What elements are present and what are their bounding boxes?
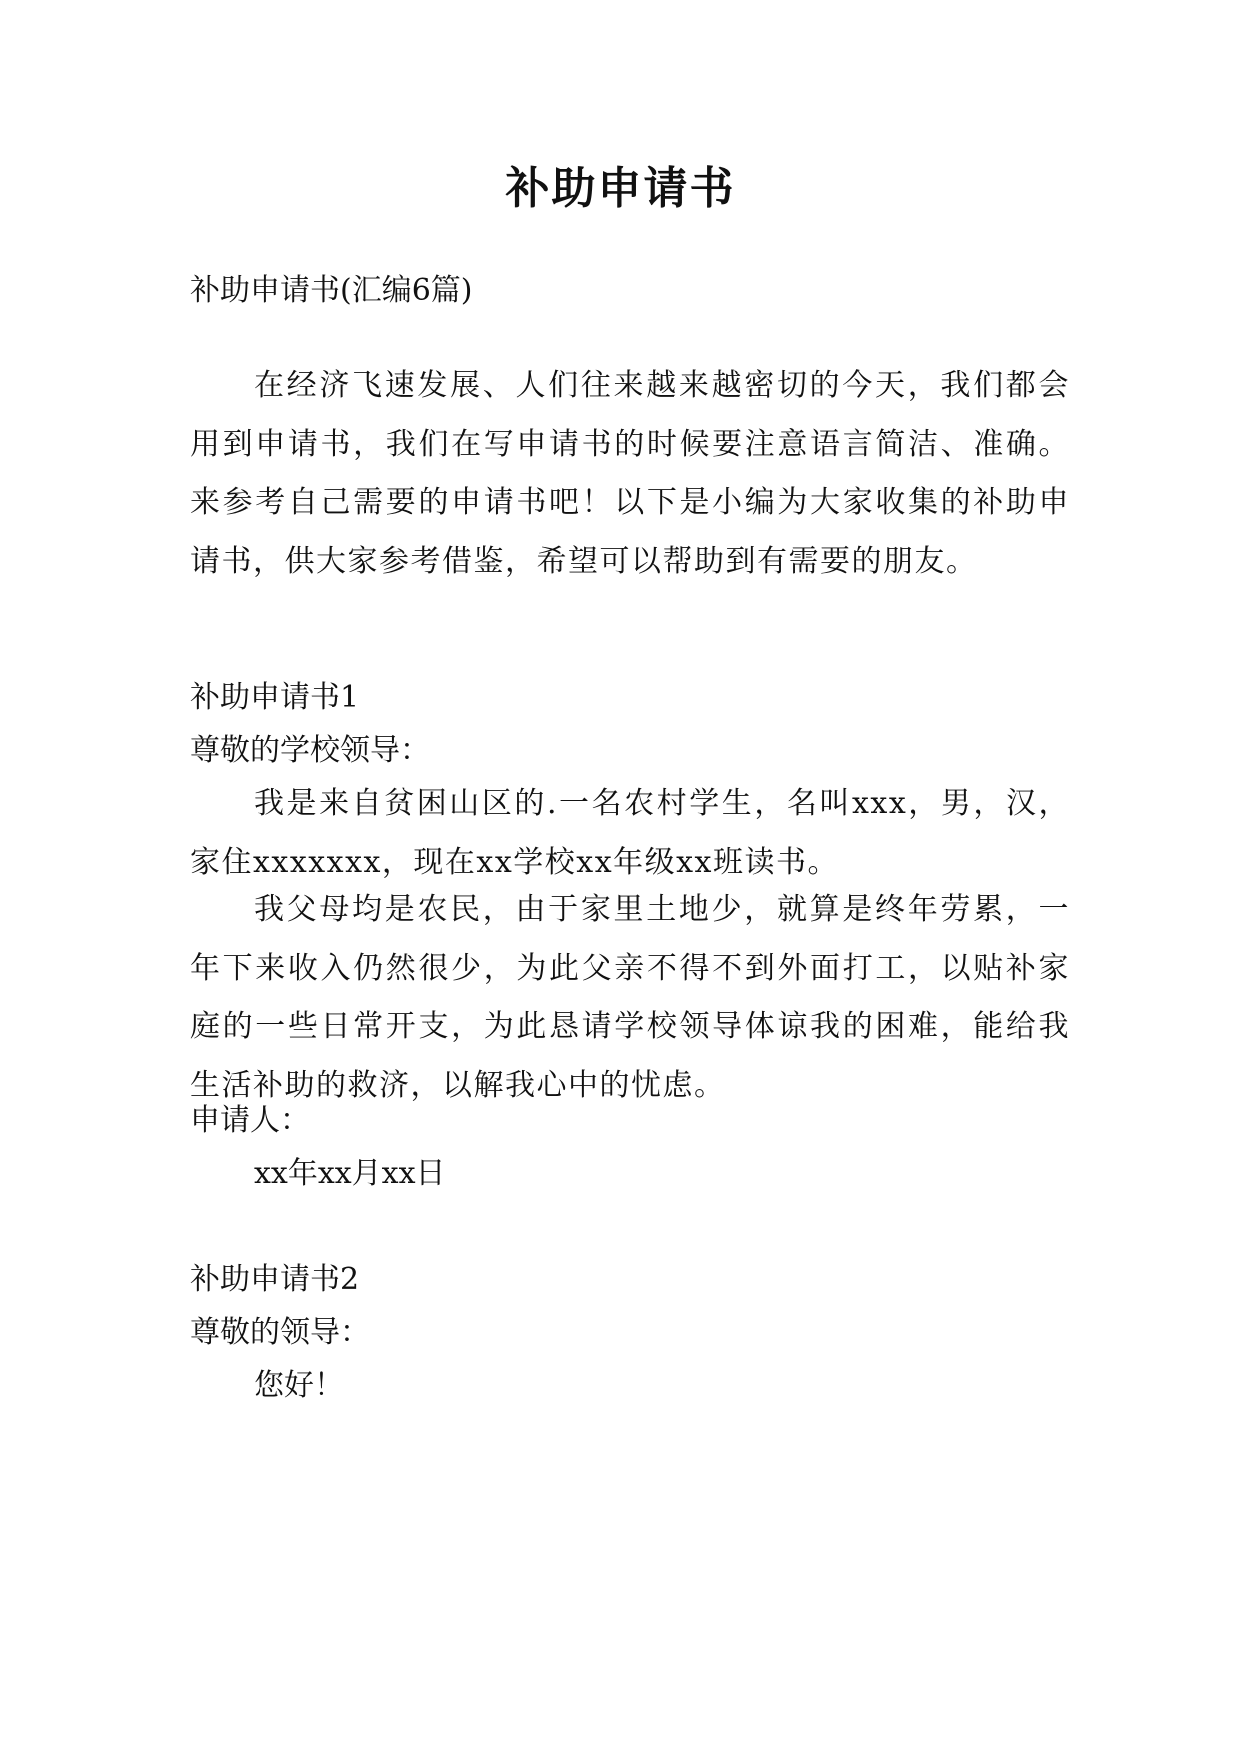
letter-1-date: xx年xx月xx日 [254, 1156, 446, 1191]
letter-2-heading: 补助申请书2 [190, 1262, 360, 1297]
document-title: 补助申请书 [505, 163, 736, 214]
letter-1-applicant: 申请人： [190, 1103, 310, 1138]
letter-2-greeting: 您好！ [254, 1368, 344, 1403]
letter-1-heading: 补助申请书1 [190, 680, 360, 715]
intro-paragraph: 在经济飞速发展、人们往来越来越密切的今天，我们都会用到申请书，我们在写申请书的时候要注意语言简洁、准确。来参考自己需要的申请书吧！以下是小编为大家收集的补助申请书，供大家参考借鉴，希望可以帮助到有需要的朋友。 [190, 368, 1070, 579]
document-subtitle: 补助申请书(汇编6篇) [190, 273, 473, 308]
letter-1-paragraph-2: 我父母均是农民，由于家里土地少，就算是终年劳累，一年下来收入仍然很少，为此父亲不得不到外面打工，以贴补家庭的一些日常开支，为此恳请学校领导体谅我的困难，能给我生活补助的救济，以解我心中的忧虑。 [190, 892, 1070, 1103]
letter-1-paragraph-1: 我是来自贫困山区的.一名农村学生，名叫xxx，男，汉，家住xxxxxxx，现在xx学校xx年级xx班读书。 [190, 786, 1070, 880]
letter-1-salutation: 尊敬的学校领导： [190, 733, 430, 768]
letter-2-salutation: 尊敬的领导： [190, 1315, 370, 1350]
